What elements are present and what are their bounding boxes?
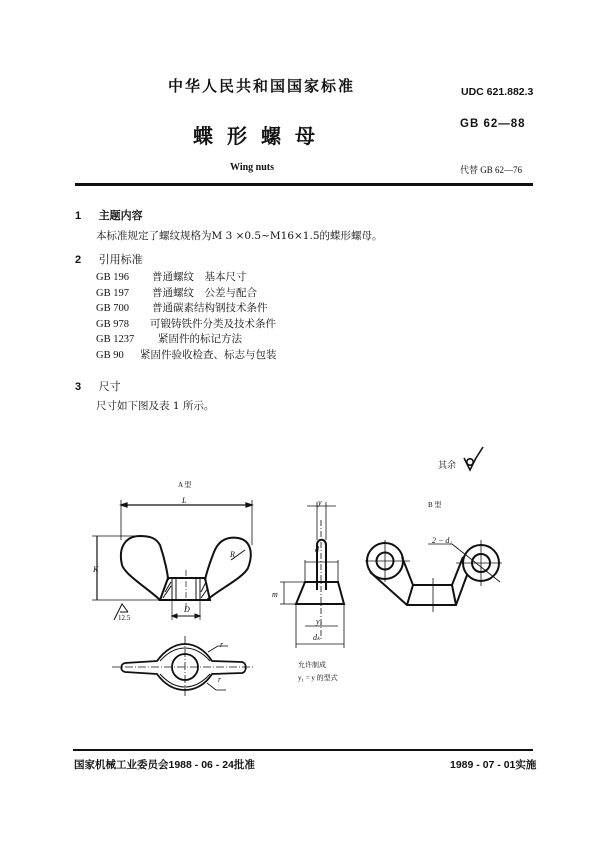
section-1-heading	[75, 207, 143, 223]
reference-item	[96, 301, 277, 317]
reference-code: GB 978	[96, 318, 129, 330]
reference-code: GB 1237	[96, 334, 135, 345]
reference-code: GB 90	[96, 349, 124, 361]
reference-item	[96, 286, 277, 302]
footer-divider	[73, 749, 533, 751]
reference-item	[96, 270, 277, 286]
type-a-label: A 型	[178, 481, 192, 489]
reference-title: 紧固件验收检查、标志与包装	[140, 348, 277, 361]
reference-title: 普通碳素结构钢技术条件	[152, 302, 268, 314]
hole-dim-label: 2 − d₁	[432, 536, 453, 545]
dim-R-label: R	[230, 550, 235, 559]
section-number: 3	[75, 381, 82, 393]
dim-K-label: K	[93, 565, 99, 574]
reference-title: 普通螺纹 公差与配合	[152, 286, 257, 299]
roughness-note	[438, 458, 456, 471]
dim-m-label: m	[272, 590, 278, 599]
reference-code: GB 700	[96, 303, 129, 314]
standard-number: GB 62—88	[460, 118, 526, 130]
type-b-label: B 型	[428, 501, 442, 509]
section-3-heading	[75, 378, 121, 394]
side-note-2: y₁ = y 的型式	[298, 674, 338, 682]
udc-number: UDC 621.882.3	[461, 86, 534, 98]
dim-L-label: L	[182, 496, 187, 505]
reference-item	[96, 348, 277, 364]
issuing-organization: 中华人民共和国国家标准	[168, 77, 356, 95]
reference-item	[96, 332, 277, 348]
roughness-value-label: 12.5	[118, 614, 131, 622]
section-title: 引用标准	[98, 253, 143, 266]
document-title: 蝶形螺母	[193, 124, 329, 148]
reference-code: GB 196	[96, 272, 129, 283]
reference-title: 可锻铸铁件分类及技术条件	[150, 317, 276, 330]
dim-y1-label: y₁	[316, 617, 323, 626]
reference-list	[96, 270, 277, 363]
roughness-note-label: 其余	[438, 461, 457, 471]
document-title-english: Wing nuts	[230, 162, 275, 173]
header-divider	[75, 183, 533, 186]
reference-title: 紧固件的标记方法	[158, 333, 242, 345]
reference-item	[96, 317, 277, 333]
dim-dk-label: dₖ	[313, 633, 321, 642]
dim-D-label: D	[184, 605, 190, 614]
section-title: 尺寸	[98, 380, 121, 393]
section-3-body: 尺寸如下图及表 1 所示。	[96, 400, 215, 412]
reference-code: GB 197	[96, 287, 129, 299]
section-number: 2	[75, 254, 82, 266]
dim-r-label-upper: r	[220, 640, 224, 649]
replaces-standard: 代替 GB 62—76	[460, 165, 523, 175]
section-title: 主题内容	[98, 209, 143, 222]
section-1-body: 本标准规定了螺纹规格为M 3 ×0.5~M16×1.5的蝶形螺母。	[96, 230, 383, 242]
reference-title: 普通螺纹 基本尺寸	[152, 271, 247, 283]
dim-d-label: d	[315, 545, 319, 554]
section-2-heading	[75, 251, 143, 267]
dim-y-label: y	[318, 498, 322, 507]
approval-date: 国家机械工业委员会1988 - 06 - 24批准	[74, 759, 255, 771]
dim-r-label-lower: r	[218, 675, 222, 684]
effective-date: 1989 - 07 - 01实施	[450, 759, 537, 771]
section-number: 1	[75, 210, 82, 222]
side-note-1: 允许制成	[298, 661, 326, 669]
